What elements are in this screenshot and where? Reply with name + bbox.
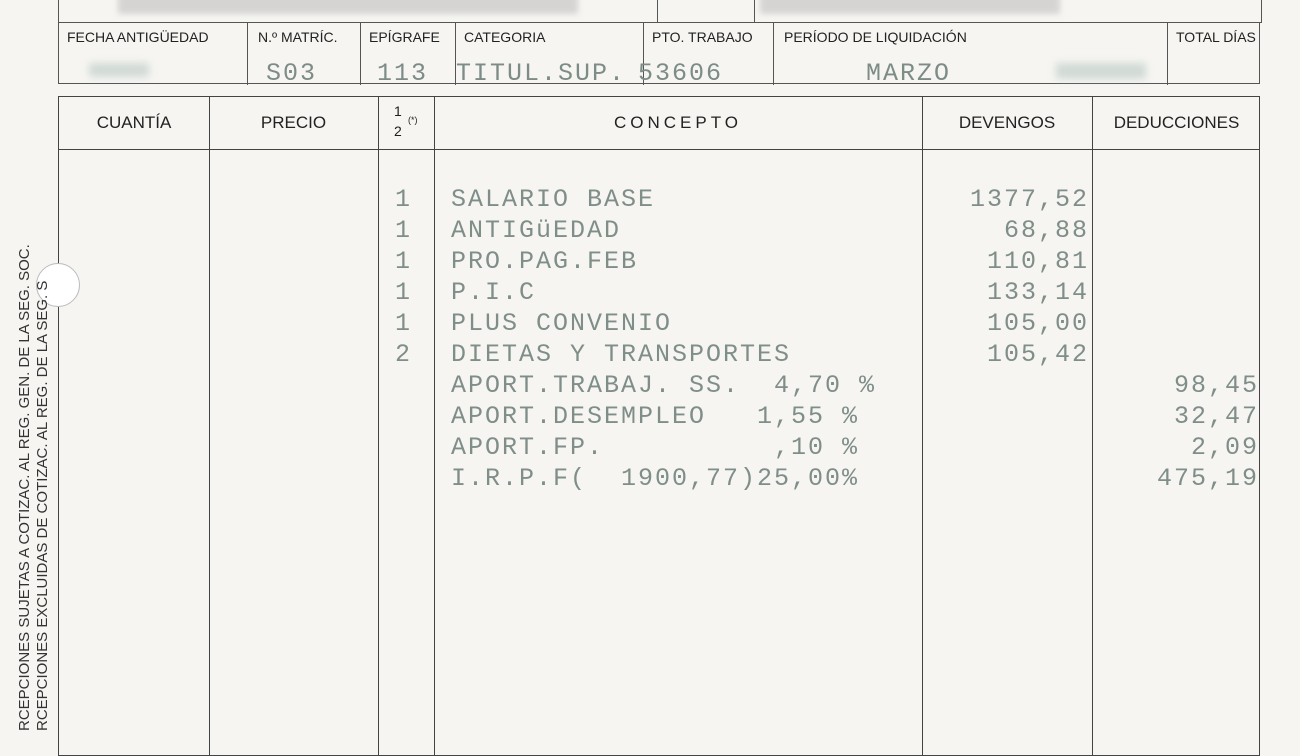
header-divider xyxy=(59,149,1259,150)
redacted-name xyxy=(118,0,578,14)
total-dias-cell xyxy=(1167,23,1261,85)
row-concepto: APORT.DESEMPLEO 1,55 % xyxy=(451,402,860,431)
categoria-value: TITUL.SUP. xyxy=(456,59,627,88)
row-concepto: DIETAS Y TRANSPORTES xyxy=(451,340,792,369)
row-devengo: 110,81 xyxy=(986,247,1089,276)
col-tipo-note: (*) xyxy=(408,115,418,125)
epigrafe-cell xyxy=(360,23,455,88)
row-concepto: APORT.FP. ,10 % xyxy=(451,433,860,462)
periodo-value: MARZO xyxy=(866,59,952,88)
periodo-cell xyxy=(773,23,1167,88)
row-tipo: 1 xyxy=(395,216,413,245)
total-dias-label: TOTAL DÍAS xyxy=(1176,29,1256,45)
matricula-label: N.º MATRÍC. xyxy=(258,29,338,45)
row-concepto: P.I.C xyxy=(451,278,537,307)
row-deduccion: 32,47 xyxy=(1173,402,1259,431)
row-tipo: 2 xyxy=(395,340,413,369)
row-devengo: 133,14 xyxy=(986,278,1089,307)
divider xyxy=(209,97,210,755)
matricula-cell xyxy=(247,23,360,88)
row-deduccion: 2,09 xyxy=(1190,433,1259,462)
categoria-cell xyxy=(455,23,643,88)
row-concepto: APORT.TRABAJ. SS. 4,70 % xyxy=(451,371,877,400)
redacted-id xyxy=(760,0,1060,14)
row-devengo: 68,88 xyxy=(1003,216,1089,245)
row-deduccion: 98,45 xyxy=(1173,371,1259,400)
pto-trabajo-value: 53606 xyxy=(638,59,724,88)
row-concepto: I.R.P.F( 1900,77)25,00% xyxy=(451,464,860,493)
lines-table xyxy=(58,96,1260,756)
row-concepto: PLUS CONVENIO xyxy=(451,309,673,338)
col-deducciones: DEDUCCIONES xyxy=(1113,113,1240,132)
pto-trabajo-label: PTO. TRABAJO xyxy=(652,29,753,45)
divider xyxy=(1092,97,1093,755)
side-text-line2: RCEPCIONES EXCLUIDAS DE COTIZAC. AL REG. DE LA SEG. S xyxy=(34,280,51,731)
side-text-line1: RCEPCIONES SUJETAS A COTIZAC. AL REG. GEN. DE LA SEG. SOC. xyxy=(16,244,33,731)
row-concepto: SALARIO BASE xyxy=(451,185,656,214)
col-tipo-bottom: 2 xyxy=(394,123,402,139)
col-precio: PRECIO xyxy=(260,113,327,132)
col-tipo-top: 1 xyxy=(394,103,402,119)
row-concepto: PRO.PAG.FEB xyxy=(451,247,639,276)
pto-trabajo-cell xyxy=(638,23,773,88)
row-tipo: 1 xyxy=(395,247,413,276)
epigrafe-label: EPÍGRAFE xyxy=(369,29,440,45)
row-devengo: 1377,52 xyxy=(969,185,1089,214)
fecha-antiguedad-label: FECHA ANTIGÜEDAD xyxy=(67,29,209,45)
redacted-year xyxy=(1056,63,1146,79)
row-concepto: ANTIGüEDAD xyxy=(451,216,622,245)
row-tipo: 1 xyxy=(395,185,413,214)
col-concepto: CONCEPTO xyxy=(613,113,743,132)
row-devengo: 105,42 xyxy=(986,340,1089,369)
row-tipo: 1 xyxy=(395,278,413,307)
row-devengo: 105,00 xyxy=(986,309,1089,338)
divider xyxy=(922,97,923,755)
divider xyxy=(378,97,379,755)
fecha-antiguedad-cell xyxy=(59,23,247,85)
epigrafe-value: 113 xyxy=(377,59,429,88)
col-devengos: DEVENGOS xyxy=(958,113,1056,132)
periodo-label: PERÍODO DE LIQUIDACIÓN xyxy=(784,29,967,45)
redacted-date xyxy=(89,63,149,77)
header-row xyxy=(58,22,1260,88)
matricula-value: S03 xyxy=(266,59,318,88)
categoria-label: CATEGORIA xyxy=(464,29,546,45)
row-tipo: 1 xyxy=(395,309,413,338)
row-deduccion: 475,19 xyxy=(1156,464,1259,493)
col-cuantia: CUANTÍA xyxy=(96,113,172,132)
divider xyxy=(434,97,435,755)
